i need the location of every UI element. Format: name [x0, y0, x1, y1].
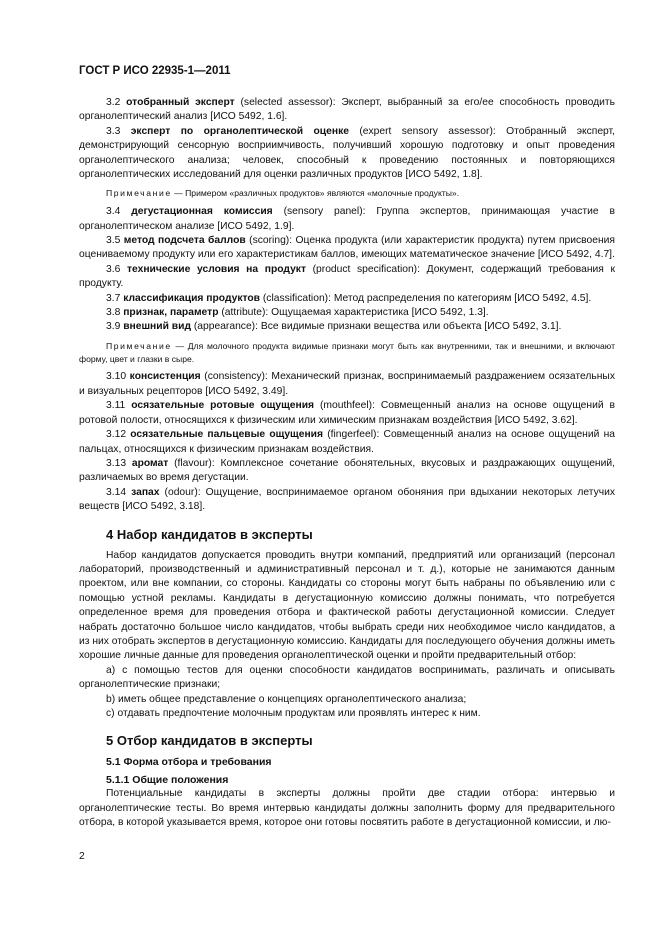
definition-3-12: 3.12 осязательные пальцевые ощущения (fingerfeel): Совмещенный анализ на основе ощущений на пальцах, относящихся к физическим признакам воздействия. [79, 429, 615, 455]
definition-3-11: 3.11 осязательные ротовые ощущения (mouthfeel): Совмещенный анализ на основе ощущений в ротовой полости, относящихся к физическим или химическим признакам воздействия [ИСО 5492, 3.62]. [79, 400, 615, 426]
section-5-heading: 5 Отбор кандидатов в эксперты [106, 733, 313, 749]
list-item-a: a) с помощью тестов для оценки способности кандидатов воспринимать, различать и описывать органолептические признаки; [79, 664, 615, 691]
document-header: ГОСТ Р ИСО 22935-1—2011 [79, 65, 231, 77]
term: классификация продуктов [123, 292, 261, 304]
section-5-paragraph: Потенциальные кандидаты в эксперты должны пройти две стадии отбора: интервью и органолептические тесты. Во время интервью кандидаты должны заполнить форму для предварительного отбора, в которой указывается время, которое они готовы посвятить работе в дегустационной комиссии, и лю- [79, 788, 615, 829]
page-number: 2 [79, 851, 85, 862]
definition-3-2: 3.2 отобранный эксперт (selected assessor): Эксперт, выбранный за его/ее способность проводить органолептический анализ [ИСО 5492, 1.6]. [79, 97, 615, 123]
definition-3-6: 3.6 технические условия на продукт (product specification): Документ, содержащий требования к продукту. [79, 263, 615, 290]
definition-3-13: 3.13 аромат (flavour): Комплексное сочетание обонятельных, вкусовых и раздражающих ощущений, различаемых во время дегустации. [79, 457, 615, 484]
term: запах [131, 486, 160, 498]
term: осязательные пальцевые ощущения [130, 429, 324, 441]
list-item-c: c) отдавать предпочтение молочным продуктам или проявлять интерес к ним. [106, 708, 481, 720]
page-content [79, 96, 615, 831]
term: внешний вид [123, 321, 191, 333]
term: аромат [131, 457, 169, 469]
note-2: Примечание — Для молочного продукта видимые признаки могут быть как внутренними, так и внешними, и включают форму, цвет и глазки в сыре. [79, 340, 615, 364]
subsection-5-1-heading: 5.1 Форма отбора и требования [106, 756, 272, 769]
list-item-b: b) иметь общее представление о концепциях органолептического анализа; [106, 693, 467, 705]
definition-3-14: 3.14 запах (odour): Ощущение, воспринимаемое органом обоняния при вдыхании некоторых летучих веществ [ИСО 5492, 3.18]. [79, 486, 615, 513]
definition-3-3: 3.3 эксперт по органолептической оценке (expert sensory assessor): Отобранный эксперт, демонстрирующий сенсорную восприимчивость, получивший хорошую подготовку и опыт проведения органолептического анализа; человек, способный к проведению постоянных и повторяющихся органолептических исследований для оценки различных продуктов [ИСО 5492, 1.8]. [79, 125, 615, 181]
section-4-paragraph: Набор кандидатов допускается проводить внутри компаний, предприятий или организаций (персонал лабораторий, производственный и административный персонал и т. д.), которые не занимаются данным проектом, или вне компании, со стороны. Кандидаты со стороны могут быть набраны по объявлению или с помощью устной рекламы. Кандидаты в дегустационную комиссию должны понимать, что потребуется определенное время для проведения отбора и фактической работы дегустационной комиссии. Следует набрать достаточно большое число кандидатов, чтобы выбрать среди них необходимое число кандидатов, а из них отобрать экспертов в дегустационную комиссию. Кандидаты для последующего обучения должны иметь хорошие личные данные для проведения органолептической оценки и пройти предварительный отбор: [79, 549, 615, 662]
term: консистенция [129, 371, 201, 383]
definition-3-8: 3.8 признак, параметр (attribute): Ощущаемая характеристика [ИСО 5492, 1.3]. [106, 307, 489, 319]
term: эксперт по органолептической оценке [130, 125, 349, 137]
term: метод подсчета баллов [123, 235, 246, 247]
definition-3-5: 3.5 метод подсчета баллов (scoring): Оценка продукта (или характеристик продукта) путем присвоения оцениваемому продукту или его характеристикам баллов, имеющих математическое значение [ИСО 5492, 4.7]. [79, 235, 615, 261]
term: отобранный эксперт [126, 97, 235, 108]
term: признак, параметр [123, 307, 219, 319]
note-1: Примечание — Примером «различных продуктов» являются «молочные продукты». [106, 188, 460, 199]
definition-3-10: 3.10 консистенция (consistency): Механический признак, воспринимаемый раздражением осязательных и визуальных рецепторов [ИСО 5492, 3.49]. [79, 371, 615, 397]
term: осязательные ротовые ощущения [131, 400, 315, 412]
section-4-heading: 4 Набор кандидатов в эксперты [106, 526, 313, 542]
subsection-5-1-1-heading: 5.1.1 Общие положения [106, 774, 229, 787]
term: дегустационная комиссия [131, 206, 273, 218]
definition-3-9: 3.9 внешний вид (appearance): Все видимые признаки вещества или объекта [ИСО 5492, 3.1]. [106, 321, 562, 333]
term: технические условия на продукт [126, 263, 306, 275]
definition-3-7: 3.7 классификация продуктов (classification): Метод распределения по категориям [ИСО 5492, 4.5]. [106, 292, 592, 304]
definition-3-4: 3.4 дегустационная комиссия (sensory panel): Группа экспертов, принимающая участие в органолептическом анализе [ИСО 5492, 1.9]. [79, 206, 615, 232]
